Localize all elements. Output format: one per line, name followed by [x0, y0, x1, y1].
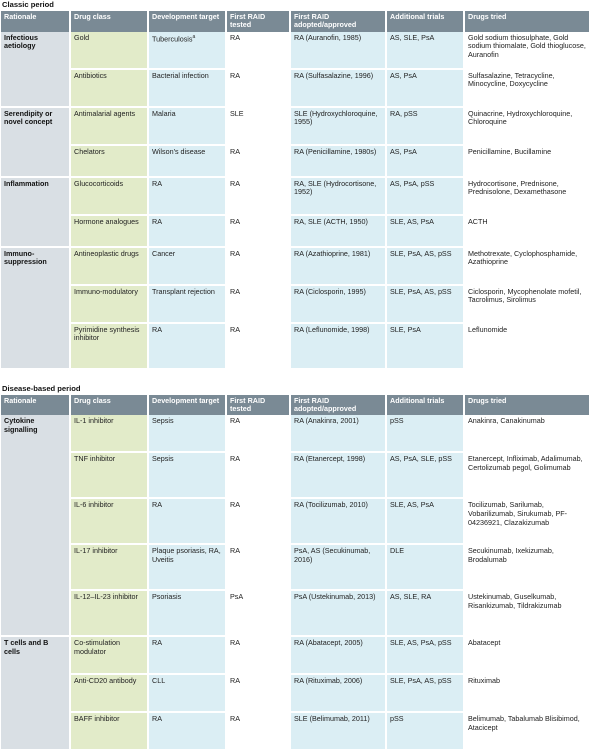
drugs-tried-cell: Ustekinumab, Guselkumab, Risankizumab, Tildrakizumab	[465, 591, 589, 637]
drugs-tried-cell: Anakinra, Canakinumab	[465, 415, 589, 453]
development-target-cell: RA	[149, 324, 227, 370]
additional-trials-cell: pSS	[387, 713, 465, 751]
table-row	[1, 415, 589, 453]
footnote-marker: a	[192, 33, 196, 40]
drug-class-cell: Antibiotics	[71, 70, 149, 108]
table-row	[1, 453, 589, 499]
first-adopted-cell: RA (Leflunomide, 1998)	[291, 324, 387, 370]
first-tested-cell: RA	[227, 453, 291, 499]
additional-trials-cell: AS, PsA	[387, 146, 465, 178]
classic-period-title: Classic period	[2, 0, 54, 9]
header-development-target: Development target	[149, 395, 227, 416]
drugs-tried-cell: Rituximab	[465, 675, 589, 713]
first-adopted-cell: RA (Abatacept, 2005)	[291, 637, 387, 675]
drug-class-cell: Antineoplastic drugs	[71, 248, 149, 286]
additional-trials-cell: AS, PsA, pSS	[387, 178, 465, 216]
development-target-cell: Malaria	[149, 108, 227, 146]
first-adopted-cell: RA (Rituximab, 2006)	[291, 675, 387, 713]
table-row	[1, 637, 589, 675]
first-tested-cell: RA	[227, 713, 291, 751]
drug-class-cell: Immuno-modulatory	[71, 286, 149, 324]
rationale-cell: T cells and B cells	[1, 637, 71, 751]
additional-trials-cell: SLE, AS, PsA	[387, 499, 465, 545]
first-adopted-cell: RA (Tocilizumab, 2010)	[291, 499, 387, 545]
drugs-tried-cell: Gold sodium thiosulphate, Gold sodium thiomalate, Gold thioglucose, Auranofin	[465, 32, 589, 70]
first-tested-cell: RA	[227, 216, 291, 248]
first-adopted-cell: PsA, AS (Secukinumab, 2016)	[291, 545, 387, 591]
development-target-cell	[149, 32, 227, 70]
first-tested-cell: RA	[227, 637, 291, 675]
development-target-cell: RA	[149, 637, 227, 675]
drug-class-cell: IL-12–IL-23 inhibitor	[71, 591, 149, 637]
rationale-cell: Immuno-suppression	[1, 248, 71, 370]
additional-trials-cell: DLE	[387, 545, 465, 591]
rationale-cell: Infectious aetiology	[1, 32, 71, 108]
drugs-tried-cell: Methotrexate, Cyclophosphamide, Azathioprine	[465, 248, 589, 286]
table-row	[1, 286, 589, 324]
disease-period-table	[1, 395, 589, 751]
additional-trials-cell: SLE, AS, PsA	[387, 216, 465, 248]
header-development-target: Development target	[149, 11, 227, 32]
first-tested-cell: RA	[227, 675, 291, 713]
rationale-cell: Inflammation	[1, 178, 71, 248]
header-additional-trials: Additional trials	[387, 11, 465, 32]
disease-period-title: Disease-based period	[2, 383, 81, 393]
drug-class-cell: Hormone analogues	[71, 216, 149, 248]
rationale-cell: Serendipity or novel concept	[1, 108, 71, 178]
first-tested-cell: RA	[227, 324, 291, 370]
table-row	[1, 545, 589, 591]
table-row	[1, 591, 589, 637]
table-row	[1, 248, 589, 286]
drugs-tried-cell: Penicillamine, Bucillamine	[465, 146, 589, 178]
table-row	[1, 675, 589, 713]
classic-table-header	[1, 11, 589, 32]
first-adopted-cell: SLE (Hydroxychloroquine, 1955)	[291, 108, 387, 146]
first-adopted-cell: RA, SLE (ACTH, 1950)	[291, 216, 387, 248]
first-adopted-cell: RA (Auranofin, 1985)	[291, 32, 387, 70]
header-rationale: Rationale	[1, 395, 71, 416]
drug-class-cell: Co-stimulation modulator	[71, 637, 149, 675]
header-first-raid-tested: First RAID tested	[227, 395, 291, 416]
additional-trials-cell: AS, PsA, SLE, pSS	[387, 453, 465, 499]
drugs-tried-cell: Ciclosporin, Mycophenolate mofetil, Tacrolimus, Sirolimus	[465, 286, 589, 324]
first-tested-cell: PsA	[227, 591, 291, 637]
additional-trials-cell: AS, SLE, RA	[387, 591, 465, 637]
additional-trials-cell: RA, pSS	[387, 108, 465, 146]
drug-class-cell: IL-1 inhibitor	[71, 415, 149, 453]
header-drug-class: Drug class	[71, 395, 149, 416]
table-row	[1, 178, 589, 216]
classic-period-table	[1, 11, 589, 370]
drug-class-cell: Glucocorticoids	[71, 178, 149, 216]
development-target-cell: Cancer	[149, 248, 227, 286]
additional-trials-cell: SLE, PsA, AS, pSS	[387, 248, 465, 286]
drugs-tried-cell: Quinacrine, Hydroxychloroquine, Chloroquine	[465, 108, 589, 146]
additional-trials-cell: pSS	[387, 415, 465, 453]
table-row	[1, 324, 589, 370]
drug-class-cell: IL-17 inhibitor	[71, 545, 149, 591]
drug-class-cell: TNF inhibitor	[71, 453, 149, 499]
first-adopted-cell: RA (Ciclosporin, 1995)	[291, 286, 387, 324]
first-tested-cell: RA	[227, 499, 291, 545]
development-target-cell: Sepsis	[149, 415, 227, 453]
development-target-cell: RA	[149, 178, 227, 216]
drugs-tried-cell: Secukinumab, Ixekizumab, Brodalumab	[465, 545, 589, 591]
first-adopted-cell: RA (Sulfasalazine, 1996)	[291, 70, 387, 108]
development-target-cell: RA	[149, 499, 227, 545]
drug-class-cell: BAFF inhibitor	[71, 713, 149, 751]
drug-class-cell: Pyrimidine synthesis inhibitor	[71, 324, 149, 370]
table-row	[1, 713, 589, 751]
additional-trials-cell: SLE, PsA, AS, pSS	[387, 675, 465, 713]
first-tested-cell: RA	[227, 415, 291, 453]
development-target-cell: Plaque psoriasis, RA, Uveitis	[149, 545, 227, 591]
table-row	[1, 108, 589, 146]
first-tested-cell: SLE	[227, 108, 291, 146]
additional-trials-cell: AS, SLE, PsA	[387, 32, 465, 70]
first-tested-cell: RA	[227, 146, 291, 178]
first-adopted-cell: RA (Azathioprine, 1981)	[291, 248, 387, 286]
drugs-tried-cell: Tocilizumab, Sarilumab, Vobarilizumab, Sirukumab, PF-04236921, Clazakizumab	[465, 499, 589, 545]
table-row	[1, 499, 589, 545]
development-target-cell: CLL	[149, 675, 227, 713]
additional-trials-cell: AS, PsA	[387, 70, 465, 108]
drugs-tried-cell: Belimumab, Tabalumab Blisibimod, Atacicept	[465, 713, 589, 751]
table-row	[1, 70, 589, 108]
header-drugs-tried: Drugs tried	[465, 11, 589, 32]
first-tested-cell: RA	[227, 248, 291, 286]
first-adopted-cell: RA (Anakinra, 2001)	[291, 415, 387, 453]
drug-class-cell: Chelators	[71, 146, 149, 178]
table-row	[1, 32, 589, 70]
development-target-cell: Bacterial infection	[149, 70, 227, 108]
header-drugs-tried: Drugs tried	[465, 395, 589, 416]
drugs-tried-cell: ACTH	[465, 216, 589, 248]
drug-class-cell: IL-6 inhibitor	[71, 499, 149, 545]
table-row	[1, 146, 589, 178]
table-row	[1, 216, 589, 248]
first-adopted-cell: PsA (Ustekinumab, 2013)	[291, 591, 387, 637]
development-target-cell: RA	[149, 713, 227, 751]
first-adopted-cell: SLE (Belimumab, 2011)	[291, 713, 387, 751]
development-target-cell: Psoriasis	[149, 591, 227, 637]
additional-trials-cell: SLE, AS, PsA, pSS	[387, 637, 465, 675]
drug-class-cell: Gold	[71, 32, 149, 70]
header-first-raid-adopted: First RAID adopted/approved	[291, 395, 387, 416]
header-rationale: Rationale	[1, 11, 71, 32]
first-tested-cell: RA	[227, 545, 291, 591]
rationale-cell: Cytokine signalling	[1, 415, 71, 637]
disease-table-header	[1, 395, 589, 416]
first-tested-cell: RA	[227, 32, 291, 70]
section-spacer	[0, 370, 590, 384]
development-target-cell: Transplant rejection	[149, 286, 227, 324]
header-drug-class: Drug class	[71, 11, 149, 32]
first-adopted-cell: RA (Penicillamine, 1980s)	[291, 146, 387, 178]
drug-class-cell: Anti-CD20 antibody	[71, 675, 149, 713]
first-adopted-cell: RA (Etanercept, 1998)	[291, 453, 387, 499]
header-first-raid-tested: First RAID tested	[227, 11, 291, 32]
header-first-raid-adopted: First RAID adopted/approved	[291, 11, 387, 32]
additional-trials-cell: SLE, PsA	[387, 324, 465, 370]
first-tested-cell: RA	[227, 286, 291, 324]
development-target-text: Tuberculosis	[152, 33, 193, 43]
first-adopted-cell: RA, SLE (Hydrocortisone, 1952)	[291, 178, 387, 216]
additional-trials-cell: SLE, PsA, AS, pSS	[387, 286, 465, 324]
first-tested-cell: RA	[227, 178, 291, 216]
development-target-cell: Sepsis	[149, 453, 227, 499]
development-target-cell: RA	[149, 216, 227, 248]
drugs-tried-cell: Abatacept	[465, 637, 589, 675]
first-tested-cell: RA	[227, 70, 291, 108]
drugs-tried-cell: Leflunomide	[465, 324, 589, 370]
drug-class-cell: Antimalarial agents	[71, 108, 149, 146]
drugs-tried-cell: Hydrocortisone, Prednisone, Prednisolone, Dexamethasone	[465, 178, 589, 216]
header-additional-trials: Additional trials	[387, 395, 465, 416]
drugs-tried-cell: Etanercept, Infliximab, Adalimumab, Certolizumab pegol, Golimumab	[465, 453, 589, 499]
drugs-tried-cell: Sulfasalazine, Tetracycline, Minocycline, Doxycycline	[465, 70, 589, 108]
development-target-cell: Wilson's disease	[149, 146, 227, 178]
